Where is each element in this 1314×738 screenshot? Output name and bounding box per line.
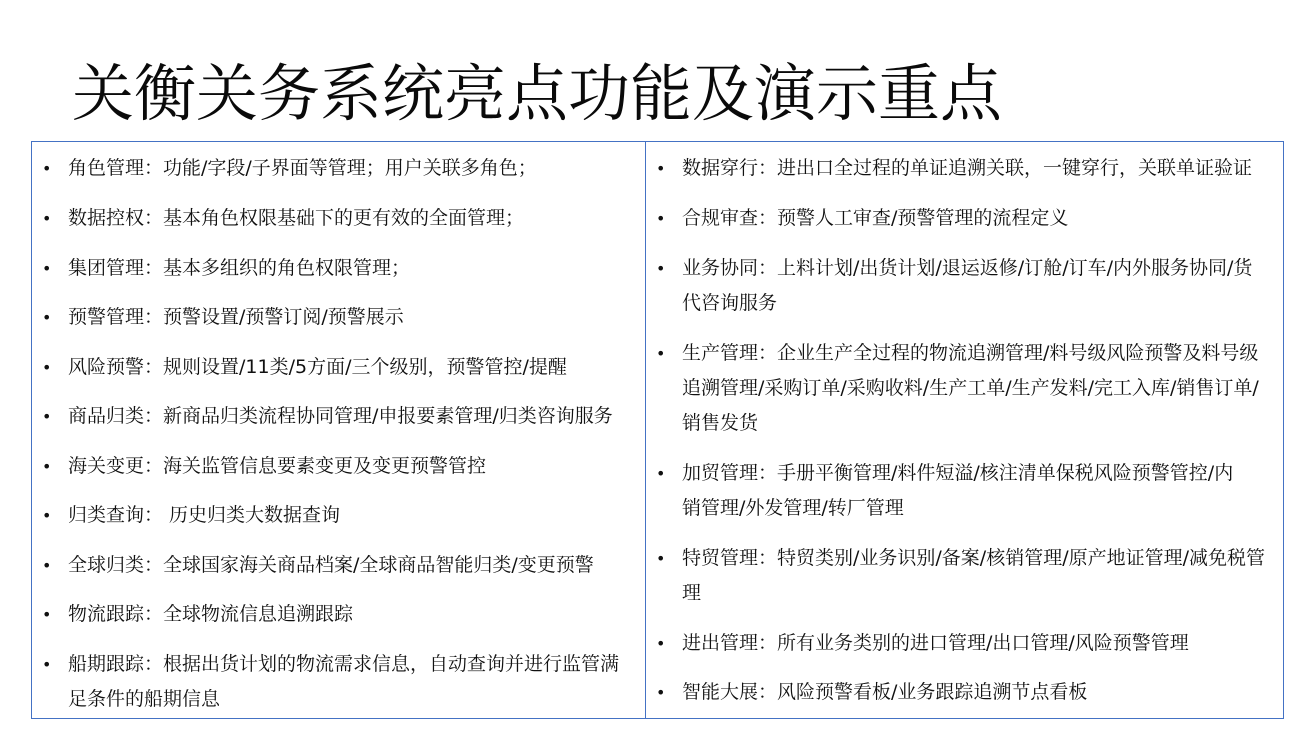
- list-item-text: 生产管理：企业生产全过程的物流追溯管理/料号级风险预警及料号级追溯管理/采购订单/采购收料/生产工单/生产发料/完工入库/销售订单/销售发货: [682, 342, 1259, 434]
- list-item: [656, 151, 1274, 186]
- bullet-icon: •: [656, 549, 666, 568]
- list-item: [656, 336, 1267, 441]
- bullet-icon: •: [42, 605, 52, 624]
- list-item-text: 预警管理：预警设置/预警订阅/预警展示: [68, 306, 404, 328]
- bullet-icon: •: [656, 634, 666, 653]
- list-item: [656, 675, 1274, 710]
- list-item: [42, 399, 643, 434]
- list-item-text: 船期跟踪：根据出货计划的物流需求信息，自动查询并进行监管满足条件的船期信息: [68, 653, 620, 710]
- list-item-text: 集团管理：基本多组织的角色权限管理；: [68, 257, 411, 279]
- list-item-text: 物流跟踪：全球物流信息追溯跟踪: [68, 603, 354, 625]
- bullet-icon: •: [42, 259, 52, 278]
- list-item: [42, 548, 643, 583]
- bullet-icon: •: [42, 358, 52, 377]
- list-item: [42, 597, 643, 632]
- list-item-text: 风险预警：规则设置/11类/5方面/三个级别，预警管控/提醒: [68, 356, 567, 378]
- list-item-text: 商品归类：新商品归类流程协同管理/申报要素管理/归类咨询服务: [68, 405, 613, 427]
- list-item: [42, 498, 643, 533]
- page-title: 关衡关务系统亮点功能及演示重点: [72, 57, 1003, 130]
- list-item-text: 归类查询： 历史归类大数据查询: [68, 504, 341, 526]
- list-item-text: 合规审查：预警人工审查/预警管理的流程定义: [682, 207, 1069, 229]
- list-item-text: 业务协同：上料计划/出货计划/退运返修/订舱/订车/内外服务协同/货代咨询服务: [682, 257, 1253, 314]
- list-item: [42, 201, 643, 236]
- bullet-icon: •: [656, 209, 666, 228]
- bullet-icon: •: [656, 683, 666, 702]
- list-item-text: 进出管理：所有业务类别的进口管理/出口管理/风险预警管理: [682, 632, 1189, 654]
- bullet-icon: •: [656, 159, 666, 178]
- bullet-icon: •: [656, 464, 666, 483]
- list-item-text: 数据控权：基本角色权限基础下的更有效的全面管理；: [68, 207, 525, 229]
- list-item-text: 海关变更：海关监管信息要素变更及变更预警管控: [68, 455, 487, 477]
- bullet-icon: •: [42, 655, 52, 674]
- list-item: [656, 626, 1274, 661]
- list-item: [656, 201, 1274, 236]
- list-item: [42, 300, 643, 335]
- bullet-icon: •: [42, 457, 52, 476]
- bullet-icon: •: [42, 159, 52, 178]
- list-item-text: 智能大展：风险预警看板/业务跟踪追溯节点看板: [682, 681, 1088, 703]
- list-item: [42, 251, 643, 286]
- list-item: [42, 647, 628, 717]
- list-item-text: 特贸管理：特贸类别/业务识别/备案/核销管理/原产地证管理/减免税管理: [682, 547, 1266, 604]
- list-item-text: 角色管理：功能/字段/子界面等管理；用户关联多角色；: [68, 157, 537, 179]
- list-item-text: 全球归类：全球国家海关商品档案/全球商品智能归类/变更预警: [68, 554, 594, 576]
- list-item-text: 加贸管理：手册平衡管理/料件短溢/核注清单保税风险预警管控/内销管理/外发管理/转厂管理: [682, 462, 1234, 519]
- list-item: [656, 456, 1252, 526]
- list-item-text: 数据穿行：进出口全过程的单证追溯关联，一键穿行，关联单证验证: [682, 157, 1253, 179]
- list-item: [656, 251, 1267, 321]
- bullet-icon: •: [42, 209, 52, 228]
- list-item: [42, 350, 643, 385]
- list-item: [42, 151, 643, 186]
- list-item: [42, 449, 643, 484]
- bullet-icon: •: [656, 259, 666, 278]
- bullet-icon: •: [42, 308, 52, 327]
- bullet-icon: •: [42, 556, 52, 575]
- bullet-icon: •: [42, 407, 52, 426]
- bullet-icon: •: [656, 344, 666, 363]
- bullet-icon: •: [42, 506, 52, 525]
- list-item: [656, 541, 1274, 611]
